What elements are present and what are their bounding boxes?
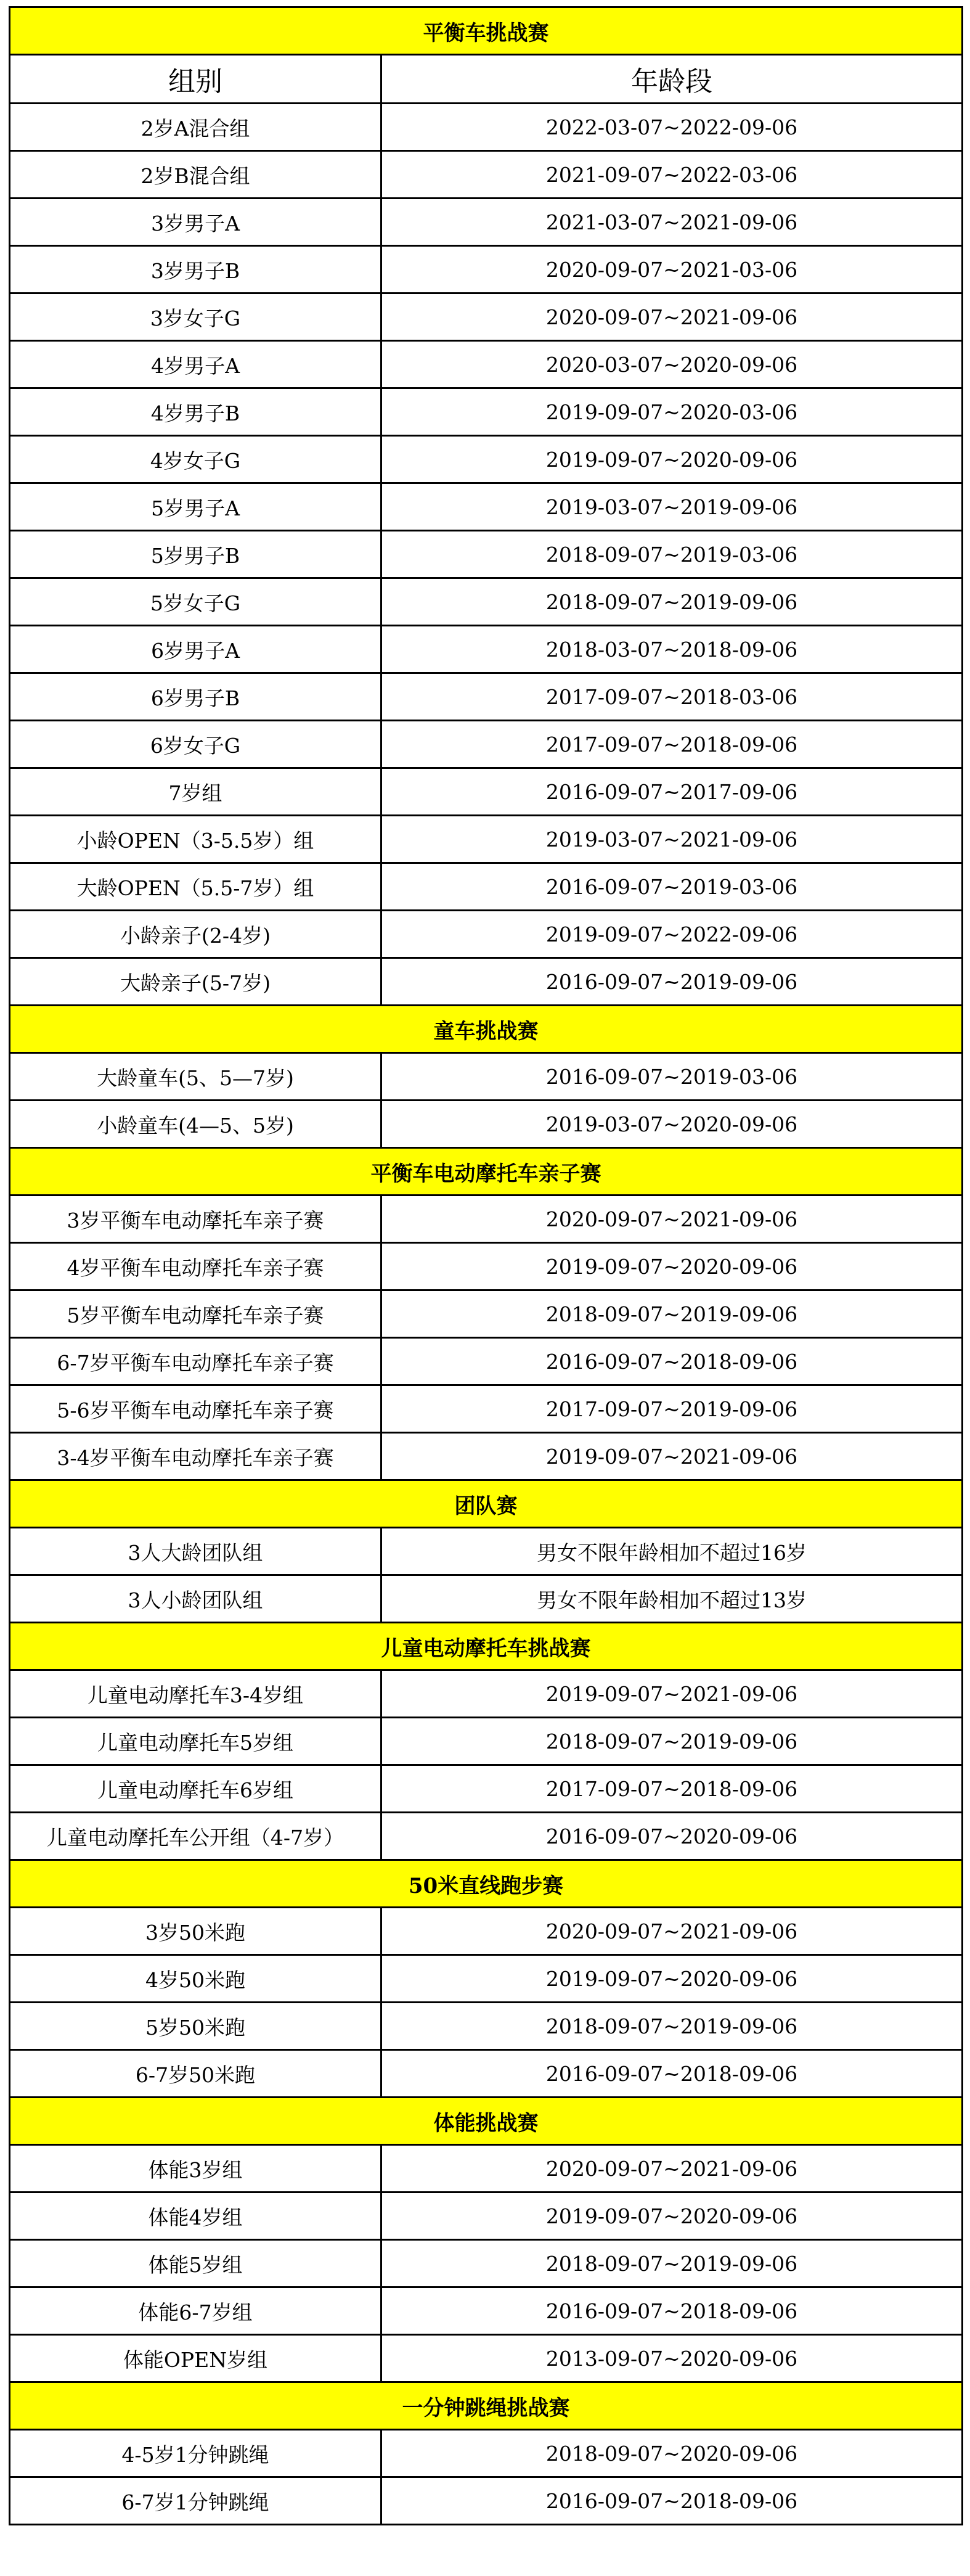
group-name-cell: 5-6岁平衡车电动摩托车亲子赛 bbox=[10, 1385, 381, 1433]
group-name-cell: 6-7岁平衡车电动摩托车亲子赛 bbox=[10, 1338, 381, 1385]
age-range-cell: 2019-09-07~2020-09-06 bbox=[381, 436, 963, 483]
section-header-row bbox=[10, 1006, 963, 1053]
section-header-row bbox=[10, 1623, 963, 1670]
table-row bbox=[10, 1385, 963, 1433]
table-row bbox=[10, 2477, 963, 2525]
table-row bbox=[10, 388, 963, 436]
section-header-row bbox=[10, 2098, 963, 2145]
age-group-document bbox=[9, 6, 961, 2525]
group-name-cell: 6-7岁50米跑 bbox=[10, 2050, 381, 2098]
group-name-cell: 2岁A混合组 bbox=[10, 104, 381, 151]
age-range-cell: 2019-09-07~2021-09-06 bbox=[381, 1433, 963, 1480]
table-row bbox=[10, 1338, 963, 1385]
column-header-row bbox=[10, 55, 963, 104]
table-row bbox=[10, 816, 963, 863]
group-name-cell: 体能OPEN岁组 bbox=[10, 2335, 381, 2382]
age-range-cell: 2016-09-07~2020-09-06 bbox=[381, 1813, 963, 1860]
group-name-cell: 4岁女子G bbox=[10, 436, 381, 483]
section-title: 平衡车挑战赛 bbox=[10, 7, 963, 55]
age-range-cell: 2019-09-07~2020-09-06 bbox=[381, 2192, 963, 2240]
age-range-cell: 2016-09-07~2018-09-06 bbox=[381, 2050, 963, 2098]
table-row bbox=[10, 2240, 963, 2287]
group-name-cell: 4岁50米跑 bbox=[10, 1955, 381, 2003]
age-range-cell: 2017-09-07~2018-09-06 bbox=[381, 1765, 963, 1813]
table-row bbox=[10, 2145, 963, 2192]
table-row bbox=[10, 436, 963, 483]
group-name-cell: 6岁男子B bbox=[10, 673, 381, 721]
table-row bbox=[10, 293, 963, 341]
table-row bbox=[10, 341, 963, 388]
table-row bbox=[10, 1243, 963, 1290]
age-range-cell: 2018-09-07~2019-09-06 bbox=[381, 1290, 963, 1338]
table-row bbox=[10, 2335, 963, 2382]
table-row bbox=[10, 768, 963, 816]
group-name-cell: 2岁B混合组 bbox=[10, 151, 381, 199]
table-row bbox=[10, 1955, 963, 2003]
table-row bbox=[10, 1528, 963, 1575]
group-name-cell: 3人小龄团队组 bbox=[10, 1575, 381, 1623]
age-range-cell: 2016-09-07~2019-03-06 bbox=[381, 863, 963, 911]
group-name-cell: 小龄亲子(2-4岁) bbox=[10, 911, 381, 958]
age-range-cell: 2019-03-07~2021-09-06 bbox=[381, 816, 963, 863]
section-header-row bbox=[10, 1148, 963, 1196]
group-name-cell: 3人大龄团队组 bbox=[10, 1528, 381, 1575]
section-title: 50米直线跑步赛 bbox=[10, 1860, 963, 1908]
age-range-cell: 2016-09-07~2018-09-06 bbox=[381, 1338, 963, 1385]
age-range-cell: 2021-09-07~2022-03-06 bbox=[381, 151, 963, 199]
age-range-cell: 2013-09-07~2020-09-06 bbox=[381, 2335, 963, 2382]
section-header-row bbox=[10, 1480, 963, 1528]
age-range-cell: 男女不限年龄相加不超过16岁 bbox=[381, 1528, 963, 1575]
table-row bbox=[10, 911, 963, 958]
age-range-cell: 2017-09-07~2018-09-06 bbox=[381, 721, 963, 768]
group-name-cell: 大龄童车(5、5—7岁) bbox=[10, 1053, 381, 1101]
age-range-cell: 2016-09-07~2018-09-06 bbox=[381, 2477, 963, 2525]
age-range-cell: 2018-09-07~2019-09-06 bbox=[381, 2003, 963, 2050]
age-range-cell: 2019-03-07~2019-09-06 bbox=[381, 483, 963, 531]
table-row bbox=[10, 1053, 963, 1101]
table-row bbox=[10, 1433, 963, 1480]
group-name-cell: 3岁平衡车电动摩托车亲子赛 bbox=[10, 1196, 381, 1243]
age-range-cell: 2019-09-07~2020-09-06 bbox=[381, 1955, 963, 2003]
age-range-cell: 2016-09-07~2019-09-06 bbox=[381, 958, 963, 1006]
age-range-cell: 2019-09-07~2020-03-06 bbox=[381, 388, 963, 436]
section-title: 一分钟跳绳挑战赛 bbox=[10, 2382, 963, 2430]
section-title: 体能挑战赛 bbox=[10, 2098, 963, 2145]
table-row bbox=[10, 104, 963, 151]
age-range-cell: 2016-09-07~2018-09-06 bbox=[381, 2287, 963, 2335]
section-header-row bbox=[10, 2382, 963, 2430]
age-group-table bbox=[9, 6, 963, 2525]
age-range-cell: 2020-09-07~2021-09-06 bbox=[381, 1196, 963, 1243]
table-row bbox=[10, 531, 963, 578]
group-name-cell: 3岁男子B bbox=[10, 246, 381, 293]
section-title: 团队赛 bbox=[10, 1480, 963, 1528]
age-range-cell: 2020-09-07~2021-09-06 bbox=[381, 293, 963, 341]
group-name-cell: 3-4岁平衡车电动摩托车亲子赛 bbox=[10, 1433, 381, 1480]
group-name-cell: 体能5岁组 bbox=[10, 2240, 381, 2287]
group-name-cell: 小龄OPEN（3-5.5岁）组 bbox=[10, 816, 381, 863]
column-header-age: 年龄段 bbox=[381, 55, 963, 104]
column-header-group: 组别 bbox=[10, 55, 381, 104]
group-name-cell: 儿童电动摩托车5岁组 bbox=[10, 1718, 381, 1765]
table-row bbox=[10, 626, 963, 673]
table-row bbox=[10, 1813, 963, 1860]
section-title: 儿童电动摩托车挑战赛 bbox=[10, 1623, 963, 1670]
age-range-cell: 2019-09-07~2020-09-06 bbox=[381, 1243, 963, 1290]
table-row bbox=[10, 1670, 963, 1718]
table-row bbox=[10, 1290, 963, 1338]
table-row bbox=[10, 1765, 963, 1813]
table-row bbox=[10, 2192, 963, 2240]
group-name-cell: 体能4岁组 bbox=[10, 2192, 381, 2240]
group-name-cell: 4-5岁1分钟跳绳 bbox=[10, 2430, 381, 2477]
table-row bbox=[10, 199, 963, 246]
age-range-cell: 2021-03-07~2021-09-06 bbox=[381, 199, 963, 246]
age-range-cell: 2018-09-07~2019-09-06 bbox=[381, 1718, 963, 1765]
age-range-cell: 2018-09-07~2019-03-06 bbox=[381, 531, 963, 578]
age-range-cell: 2020-03-07~2020-09-06 bbox=[381, 341, 963, 388]
age-range-cell: 2020-09-07~2021-09-06 bbox=[381, 1908, 963, 1955]
age-range-cell: 2018-03-07~2018-09-06 bbox=[381, 626, 963, 673]
age-range-cell: 2019-09-07~2022-09-06 bbox=[381, 911, 963, 958]
group-name-cell: 大龄OPEN（5.5-7岁）组 bbox=[10, 863, 381, 911]
group-name-cell: 7岁组 bbox=[10, 768, 381, 816]
age-range-cell: 2017-09-07~2019-09-06 bbox=[381, 1385, 963, 1433]
group-name-cell: 5岁平衡车电动摩托车亲子赛 bbox=[10, 1290, 381, 1338]
group-name-cell: 5岁50米跑 bbox=[10, 2003, 381, 2050]
group-name-cell: 小龄童车(4—5、5岁) bbox=[10, 1101, 381, 1148]
group-name-cell: 儿童电动摩托车公开组（4-7岁） bbox=[10, 1813, 381, 1860]
group-name-cell: 4岁平衡车电动摩托车亲子赛 bbox=[10, 1243, 381, 1290]
group-name-cell: 大龄亲子(5-7岁) bbox=[10, 958, 381, 1006]
table-row bbox=[10, 483, 963, 531]
group-name-cell: 5岁女子G bbox=[10, 578, 381, 626]
table-row bbox=[10, 2003, 963, 2050]
group-name-cell: 3岁女子G bbox=[10, 293, 381, 341]
table-row bbox=[10, 673, 963, 721]
group-name-cell: 3岁50米跑 bbox=[10, 1908, 381, 1955]
age-range-cell: 2016-09-07~2017-09-06 bbox=[381, 768, 963, 816]
group-name-cell: 6岁女子G bbox=[10, 721, 381, 768]
section-title: 童车挑战赛 bbox=[10, 1006, 963, 1053]
age-range-cell: 2018-09-07~2019-09-06 bbox=[381, 578, 963, 626]
group-name-cell: 儿童电动摩托车3-4岁组 bbox=[10, 1670, 381, 1718]
group-name-cell: 体能3岁组 bbox=[10, 2145, 381, 2192]
group-name-cell: 儿童电动摩托车6岁组 bbox=[10, 1765, 381, 1813]
table-row bbox=[10, 1575, 963, 1623]
age-range-cell: 男女不限年龄相加不超过13岁 bbox=[381, 1575, 963, 1623]
table-row bbox=[10, 1101, 963, 1148]
table-row bbox=[10, 1718, 963, 1765]
table-row bbox=[10, 958, 963, 1006]
age-range-cell: 2017-09-07~2018-03-06 bbox=[381, 673, 963, 721]
table-row bbox=[10, 2430, 963, 2477]
group-name-cell: 6岁男子A bbox=[10, 626, 381, 673]
table-row bbox=[10, 863, 963, 911]
age-range-cell: 2018-09-07~2020-09-06 bbox=[381, 2430, 963, 2477]
age-range-cell: 2020-09-07~2021-03-06 bbox=[381, 246, 963, 293]
age-range-cell: 2019-09-07~2021-09-06 bbox=[381, 1670, 963, 1718]
table-row bbox=[10, 578, 963, 626]
age-range-cell: 2016-09-07~2019-03-06 bbox=[381, 1053, 963, 1101]
section-header-row bbox=[10, 1860, 963, 1908]
group-name-cell: 5岁男子B bbox=[10, 531, 381, 578]
group-name-cell: 5岁男子A bbox=[10, 483, 381, 531]
table-row bbox=[10, 246, 963, 293]
group-name-cell: 体能6-7岁组 bbox=[10, 2287, 381, 2335]
age-range-cell: 2022-03-07~2022-09-06 bbox=[381, 104, 963, 151]
group-name-cell: 4岁男子B bbox=[10, 388, 381, 436]
table-row bbox=[10, 721, 963, 768]
age-range-cell: 2018-09-07~2019-09-06 bbox=[381, 2240, 963, 2287]
table-row bbox=[10, 2287, 963, 2335]
table-row bbox=[10, 151, 963, 199]
age-range-cell: 2019-03-07~2020-09-06 bbox=[381, 1101, 963, 1148]
table-row bbox=[10, 1196, 963, 1243]
group-name-cell: 6-7岁1分钟跳绳 bbox=[10, 2477, 381, 2525]
section-title: 平衡车电动摩托车亲子赛 bbox=[10, 1148, 963, 1196]
group-name-cell: 3岁男子A bbox=[10, 199, 381, 246]
age-range-cell: 2020-09-07~2021-09-06 bbox=[381, 2145, 963, 2192]
group-name-cell: 4岁男子A bbox=[10, 341, 381, 388]
table-row bbox=[10, 1908, 963, 1955]
table-row bbox=[10, 2050, 963, 2098]
section-header-row bbox=[10, 7, 963, 55]
